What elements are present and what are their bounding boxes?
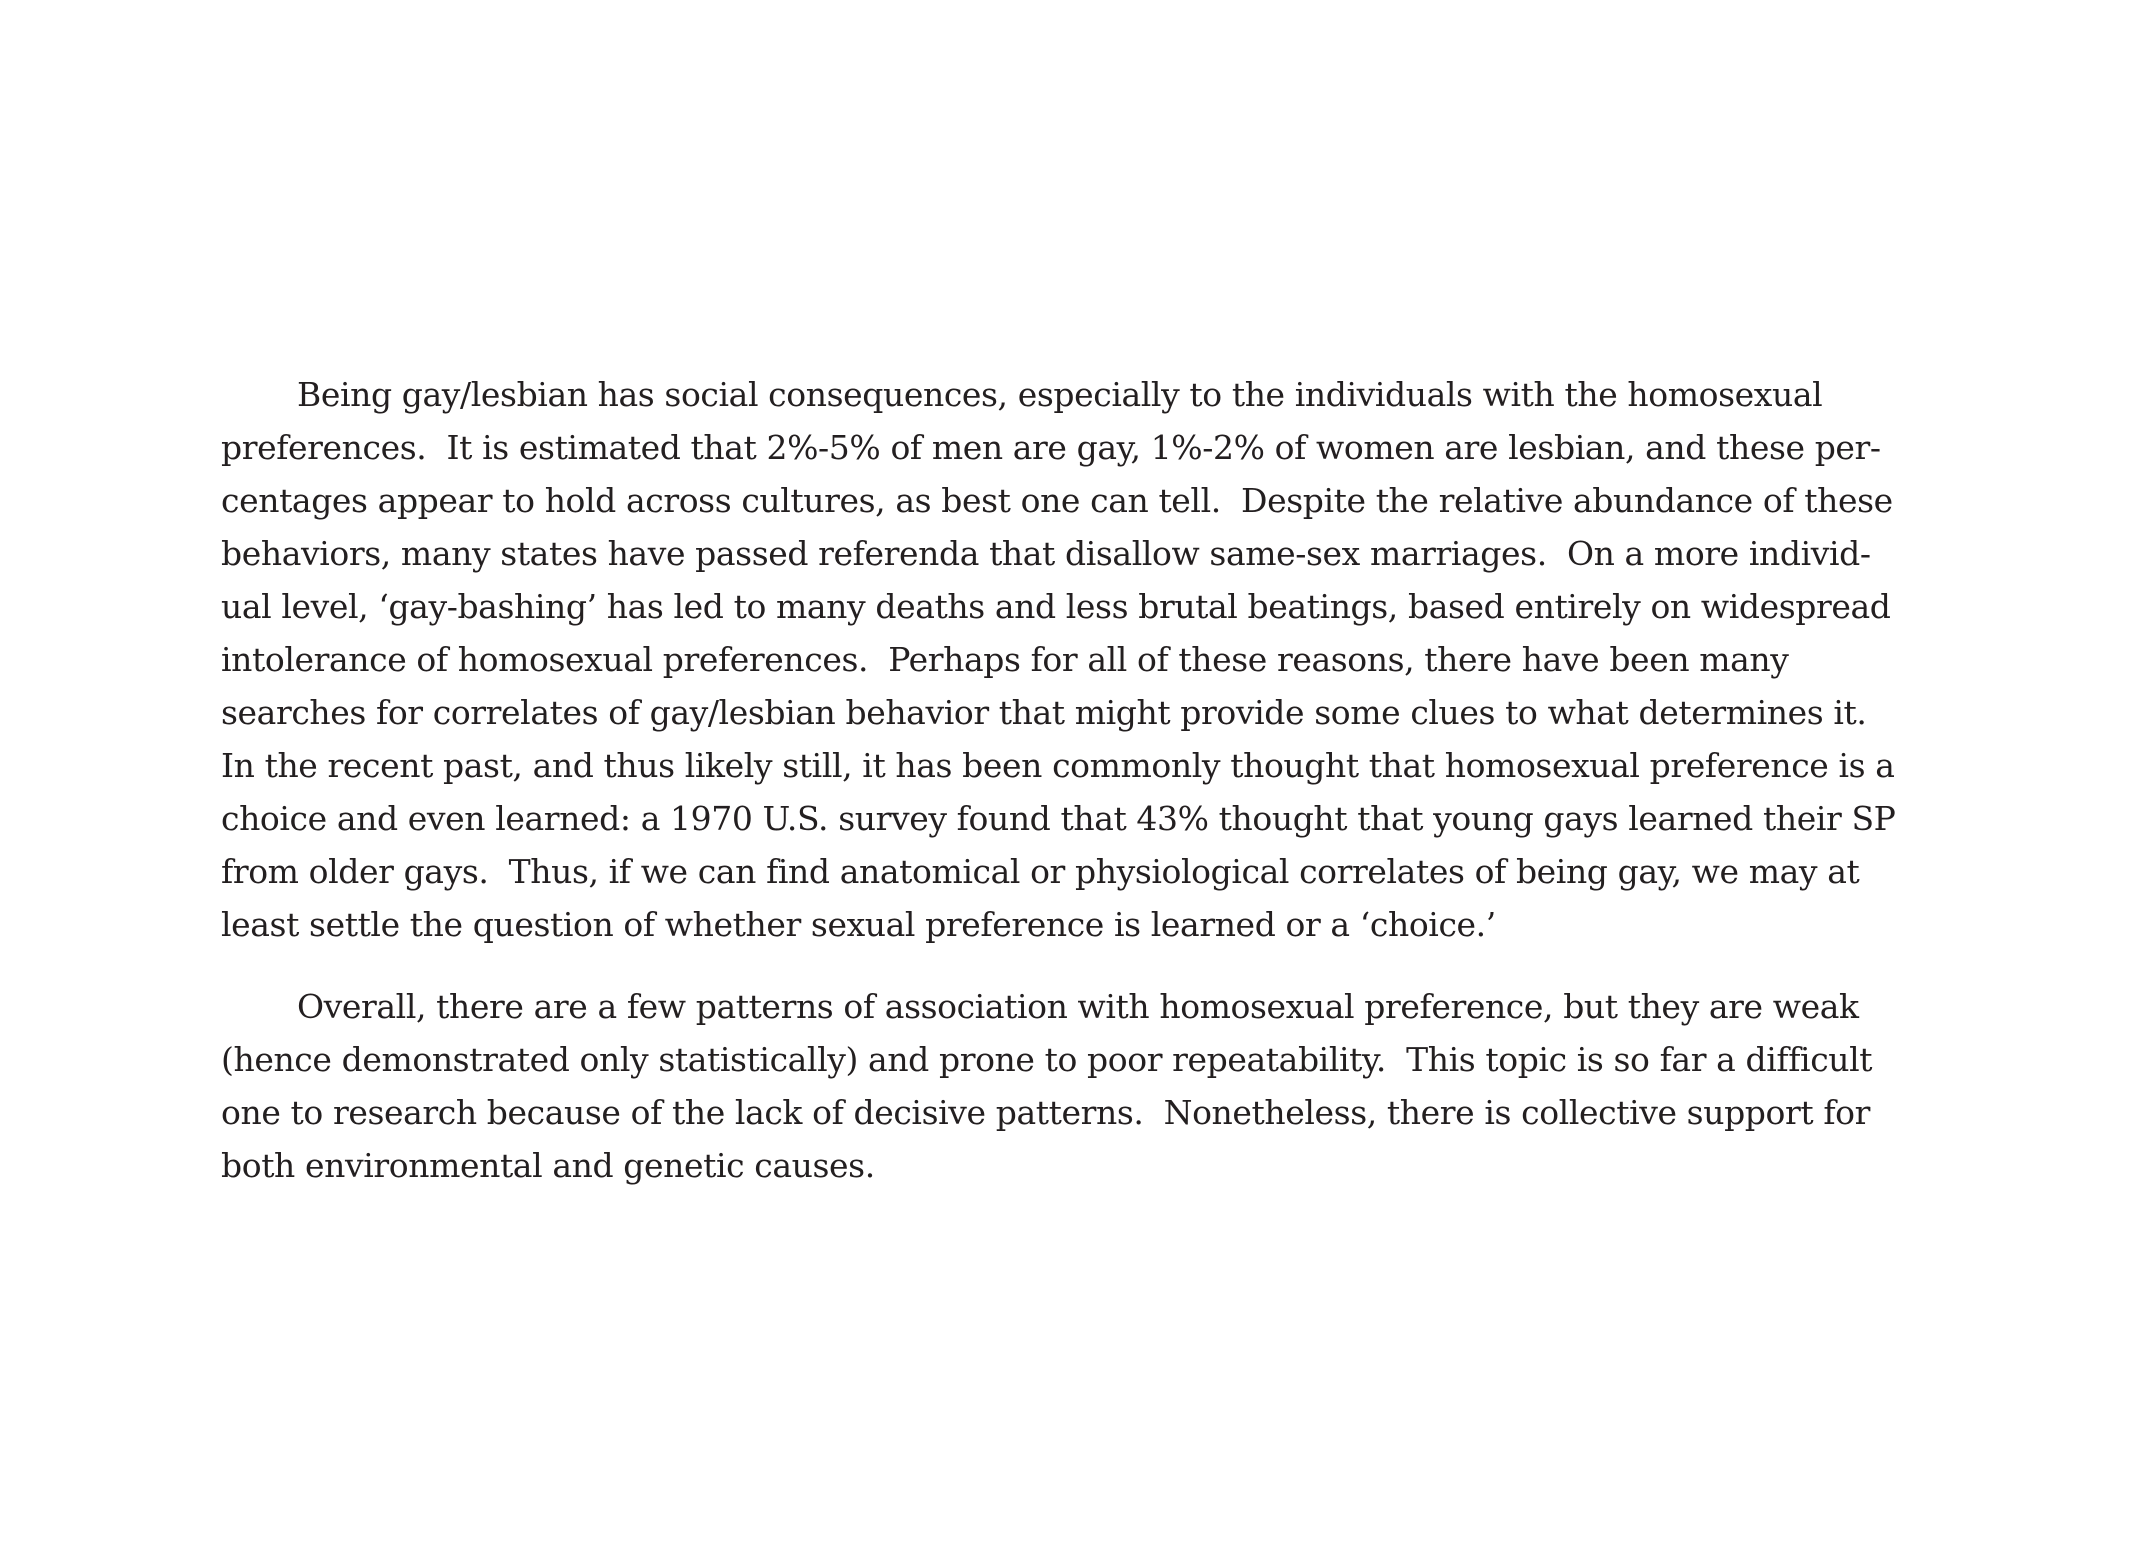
- text-line: least settle the question of whether sexual preference is learned or a ‘choice.’: [221, 905, 1496, 944]
- text-line: centages appear to hold across cultures, as best one can tell. Despite the relative abundance of these: [221, 481, 1893, 520]
- text-line: choice and even learned: a 1970 U.S. survey found that 43% thought that young gays learned their SP: [221, 799, 1896, 838]
- text-line: Overall, there are a few patterns of association with homosexual preference, but they are weak: [297, 987, 1859, 1026]
- text-line: from older gays. Thus, if we can find anatomical or physiological correlates of being gay, we may at: [221, 852, 1860, 891]
- paragraph-overall-patterns: [221, 980, 1941, 1192]
- text-line: behaviors, many states have passed referenda that disallow same-sex marriages. On a more individ-: [221, 534, 1871, 573]
- text-line: searches for correlates of gay/lesbian behavior that might provide some clues to what determines it.: [221, 693, 1867, 732]
- text-line: ual level, ‘gay-bashing’ has led to many deaths and less brutal beatings, based entirely on widespread: [221, 587, 1891, 626]
- text-line: Being gay/lesbian has social consequences, especially to the individuals with the homosexual: [297, 375, 1823, 414]
- paragraph-social-consequences: [221, 368, 1941, 951]
- text-line: one to research because of the lack of decisive patterns. Nonetheless, there is collective support for: [221, 1093, 1870, 1132]
- text-line: intolerance of homosexual preferences. Perhaps for all of these reasons, there have been many: [221, 640, 1789, 679]
- text-line: both environmental and genetic causes.: [221, 1146, 875, 1185]
- text-line: preferences. It is estimated that 2%-5% of men are gay, 1%-2% of women are lesbian, and these per-: [221, 428, 1881, 467]
- text-line: In the recent past, and thus likely still, it has been commonly thought that homosexual preference is a: [221, 746, 1895, 785]
- text-line: (hence demonstrated only statistically) and prone to poor repeatability. This topic is so far a difficult: [221, 1040, 1873, 1079]
- document-page: [221, 368, 1941, 1221]
